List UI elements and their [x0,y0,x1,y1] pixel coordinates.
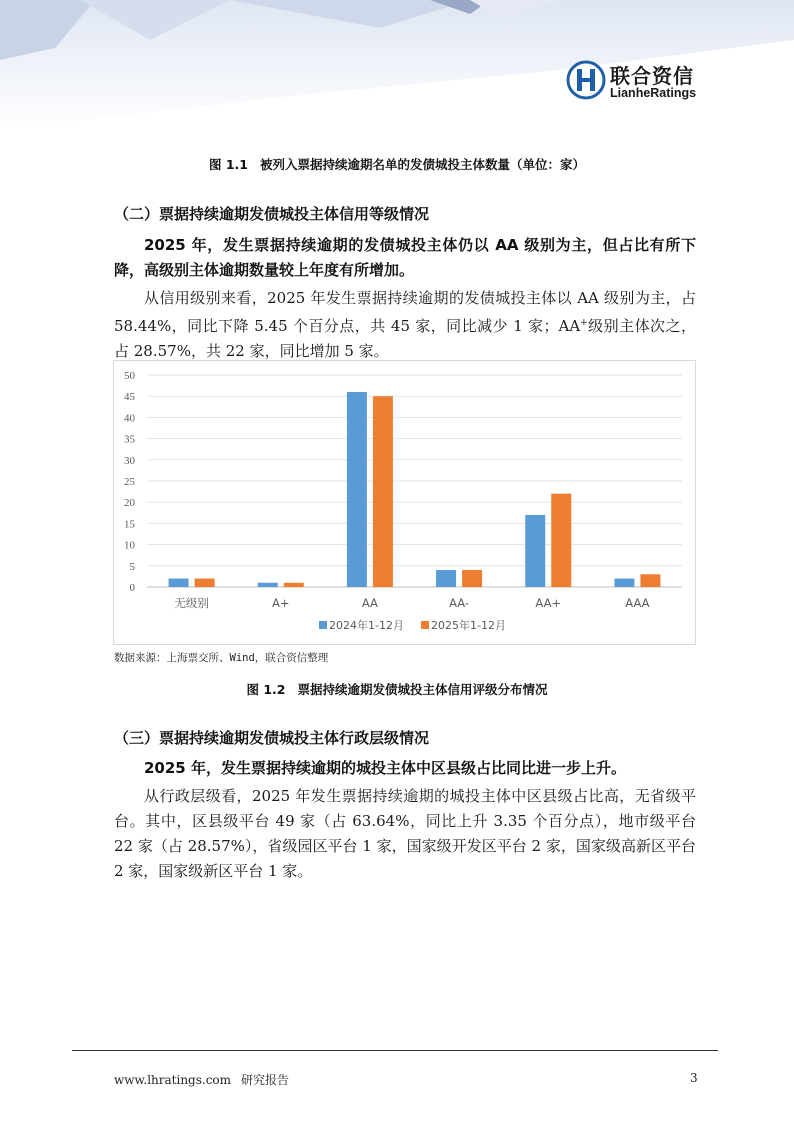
x-tick-label: AA- [449,596,470,610]
bar-2024 [347,392,367,587]
footer-website: www.lhratings.com [114,1073,232,1087]
bar-2025 [284,583,304,587]
bar-2024 [436,570,456,587]
section-2-body-post: 级别主体次之，占 28.57%，共 22 家，同比增加 5 家。 [114,317,696,360]
y-tick-label: 45 [124,391,135,404]
y-tick-label: 20 [124,497,135,510]
bar-2025 [195,579,215,587]
legend-swatch [421,621,429,629]
data-source: 数据来源：上海票交所、Wind，联合资信整理 [114,652,329,664]
figure-2-number: 图 1.2 [246,682,286,697]
figure-2-caption [0,680,794,698]
x-tick-label: AA [361,596,378,610]
footer-left [114,1071,299,1088]
logo-name-en: LianheRatings [610,86,697,100]
bar-2024 [169,579,189,587]
chart-canvas [114,361,697,646]
section-2-heading: （二）票据持续逾期发债城投主体信用等级情况 [114,205,430,223]
bar-2025 [462,570,482,587]
bar-2024 [614,579,634,587]
footer-report-type: 研究报告 [241,1073,290,1087]
x-tick-label: 无级别 [174,596,209,610]
y-tick-label: 40 [124,412,135,425]
bar-2025 [551,494,571,587]
section-2-body-pre: 从信用级别来看，2025 年发生票据持续逾期的发债城投主体以 AA 级别为主，占 58.44%，同比下降 5.45 个百分点，共 45 家，同比减少 1 家；AA [114,289,696,335]
x-tick-label: A+ [271,596,290,610]
legend-swatch [319,621,327,629]
y-tick-label: 10 [124,539,135,552]
rating-distribution-chart [113,360,696,645]
y-tick-label: 25 [124,476,135,488]
section-3-lead: 2025 年，发生票据持续逾期的城投主体中区县级占比同比进一步上升。 [144,759,626,777]
logo-name-cn: 联合资信 [610,64,694,88]
y-tick-label: 0 [129,582,135,594]
section-3-heading: （三）票据持续逾期发债城投主体行政层级情况 [114,729,430,747]
figure-1-caption [0,155,794,173]
section-2-body [114,286,696,364]
legend-label: 2024年1-12月 [329,619,404,632]
logo-mark-icon [566,60,606,100]
page-number: 3 [690,1071,698,1085]
section-2-lead: 2025 年，发生票据持续逾期的发债城投主体仍以 AA 级别为主，但占比有所下降，高级别主体逾期数量较上年度有所增加。 [114,236,696,279]
company-logo [566,60,716,104]
y-tick-label: 30 [124,454,135,467]
bar-2025 [373,396,393,587]
section-2-body-sup: + [580,318,588,328]
figure-1-title: 被列入票据持续逾期名单的发债城投主体数量（单位：家） [259,157,585,172]
y-tick-label: 35 [124,433,135,446]
footer-divider [72,1050,718,1051]
figure-2-title: 票据持续逾期发债城投主体信用评级分布情况 [297,682,548,697]
figure-1-number: 图 1.1 [208,157,248,172]
x-tick-label: AAA [625,596,650,610]
y-tick-label: 5 [129,560,135,573]
y-tick-label: 50 [124,370,135,382]
section-3-body: 从行政层级看，2025 年发生票据持续逾期的城投主体中区县级占比高，无省级平台。其中，区县级平台 49 家（占 63.64%，同比上升 3.35 个百分点），地市级平台 22 家（占 28.57%），省级园区平台 1 家，国家级开发区平台 2 家，国家级高新区平台 2 家，国家级新区平台 1 家。 [114,787,696,880]
bar-2024 [525,515,545,587]
bar-2024 [258,583,278,587]
bar-2025 [640,574,660,587]
x-tick-label: AA+ [535,596,562,610]
legend-label: 2025年1-12月 [431,619,506,632]
y-tick-label: 15 [124,518,135,531]
